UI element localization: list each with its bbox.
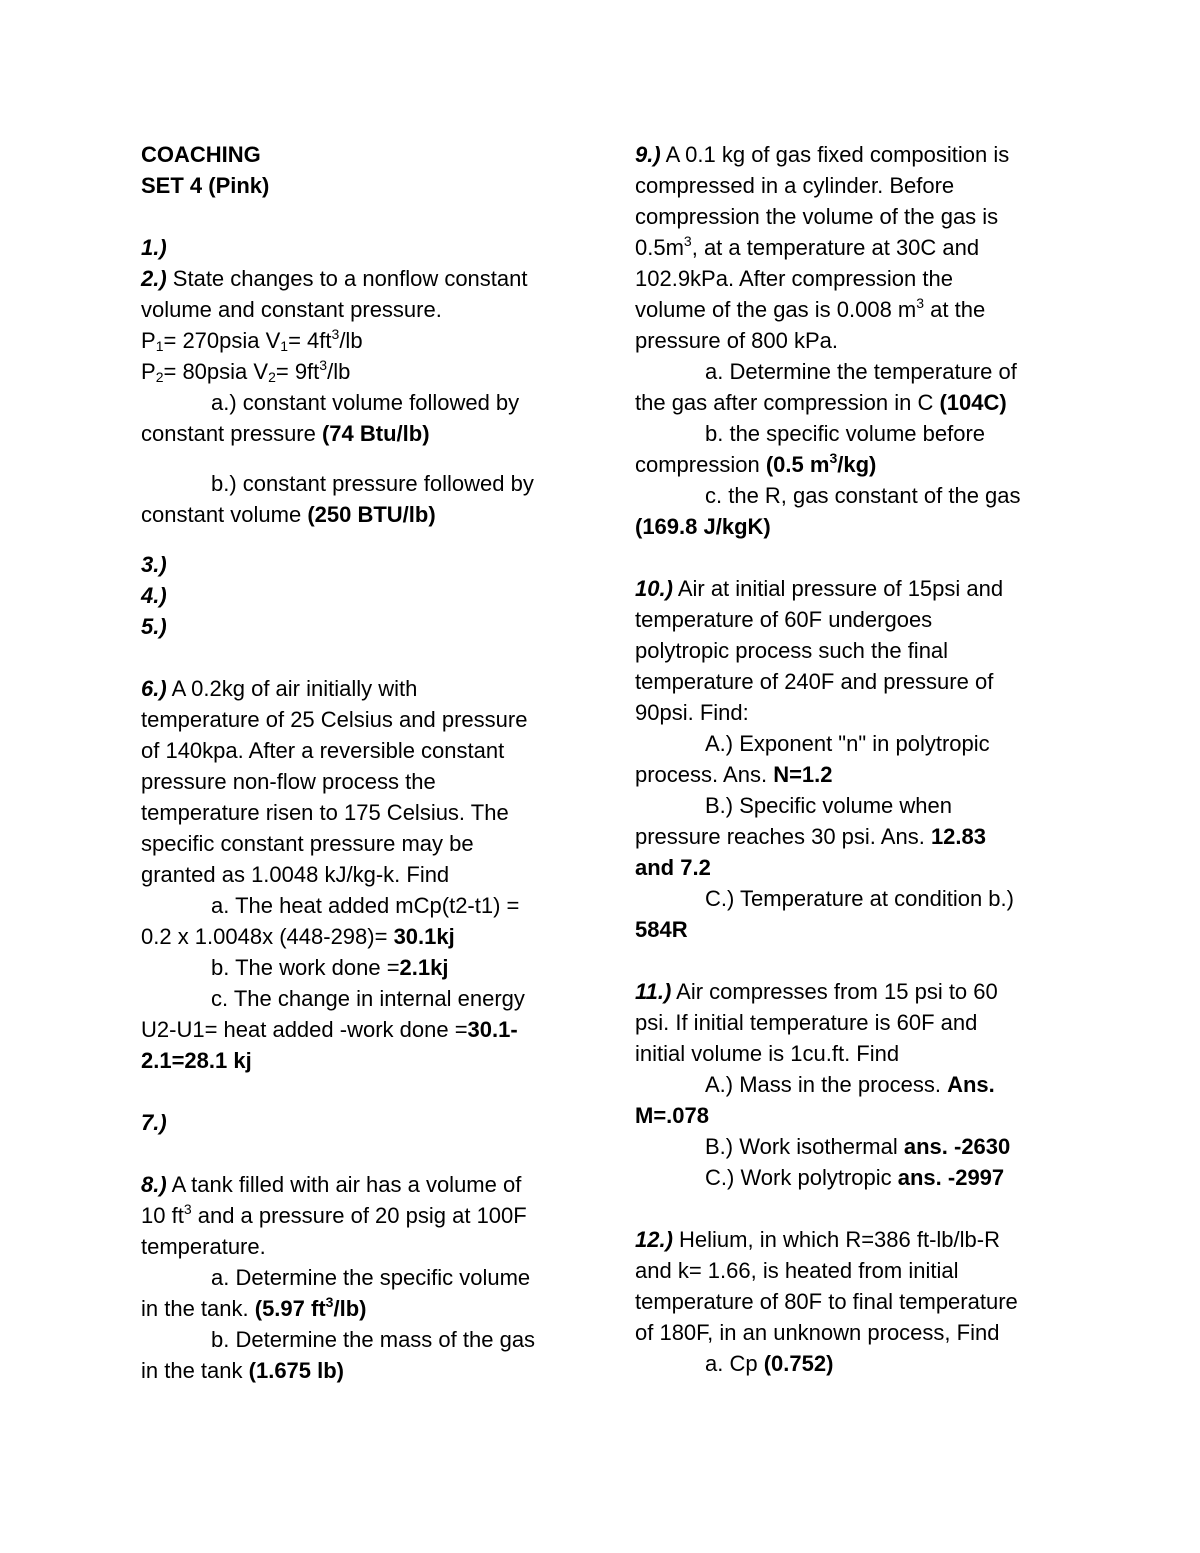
state-2: $P_2=$ 80psia $V_2= 9ft^3/lb$ [141,357,351,385]
question-number: 1.) [141,235,167,260]
question-8: 8.) A tank filled with air has a volume of 10 $ft^3$ and a pressure of 20 psig at 100F temperature. a. Determine the specific volume in the tank. (5.97 $ft^3/lb$) b. Determine the mass of the gas in the tank (1.675 lb) [141,1169,571,1386]
sub-question-b: B.) Specific volume when [705,793,952,818]
set-label: SET 4 (Pink) [141,173,270,198]
question-10: 10.) Air at initial pressure of 15psi and temperature of 60F undergoes polytropic process such the final temperature of 240F and pressure of 90psi. Find: A.) Exponent "n" in polytropic process. Ans. N=1.2 B.) Specific volume when pressure reaches 30 psi. Ans. 12.83 and 7.2 C.) Temperature at condition b.) 584R [635,573,1065,945]
sub-question-b: B.) Work isothermal ans. -2630 [705,1134,1011,1159]
sub-question-b: b. Determine the mass of the gas [211,1327,536,1352]
question-2: 2.) State changes to a nonflow constant volume and constant pressure. $P_1=$ 270psia $V_1= 4ft^3/lb$ $P_2=$ 80psia $V_2= 9ft^3/lb$ a.) constant volume followed by constant pressure (74 Btu/lb) b.) constant pressure followed by constant volume (250 BTU/lb) [141,263,571,530]
sub-question-b: b. The work done =2.1kj [211,955,449,980]
answer: 30.1- [467,1017,518,1042]
question-number: 10.) [635,576,673,601]
answer: ans. -2997 [897,1165,1005,1190]
answer: (0.752) [763,1351,834,1376]
state-1: $P_1=$ 270psia $V_1= 4ft^3/lb$ [141,326,363,354]
sub-question-a: a. Determine the specific volume [211,1265,531,1290]
answer: (169.8 J/kgK) [635,514,771,539]
sub-question-b: b.) constant pressure followed by [211,471,534,496]
question-7: 7.) [141,1110,167,1135]
question-number: 12.) [635,1227,673,1252]
right-column [635,139,1065,1379]
sub-question-c: c. The change in internal energy [211,986,525,1011]
sub-question-a: a. Determine the temperature of [705,359,1017,384]
answer: (5.97 $ft^3/lb$) [254,1294,367,1321]
answer: 12.83 [930,824,986,849]
left-column [141,139,571,1386]
sub-question-a: a. Cp (0.752) [705,1351,834,1376]
question-number: 2.) [141,266,167,291]
answer: 30.1kj [393,924,455,949]
question-1 [141,232,571,263]
sub-question-a: A.) Mass in the process. Ans. [705,1072,995,1097]
sub-question-a: a. The heat added mCp(t2-t1) = [211,893,520,918]
answer: (0.5 $m^3/kg$) [765,450,877,477]
answer: (250 BTU/lb) [307,502,436,527]
answer: 584R [635,917,688,942]
sub-question-c: C.) Work polytropic ans. -2997 [705,1165,1005,1190]
question-number: 8.) [141,1172,167,1197]
sub-question-c: c. the R, gas constant of the gas [705,483,1021,508]
doc-title: COACHING [141,142,261,167]
answer: (104C) [939,390,1007,415]
question-12: 12.) Helium, in which R=386 ft-lb/lb-R and k= 1.66, is heated from initial temperature of 80F to final temperature of 180F, in an unknown process, Find a. Cp (0.752) [635,1224,1065,1379]
answer: 2.1kj [399,955,449,980]
question-6: 6.) A 0.2kg of air initially with temperature of 25 Celsius and pressure of 140kpa. After a reversible constant pressure non-flow process the temperature risen to 175 Celsius. The specific constant pressure may be granted as 1.0048 kJ/kg-k. Find a. The heat added mCp(t2-t1) = 0.2 x 1.0048x (448-298)= 30.1kj b. The work done =2.1kj c. The change in internal energy U2-U1= heat added -work done =30.1- 2.1=28.1 kj [141,673,571,1076]
question-number: 6.) [141,676,167,701]
question-5: 5.) [141,614,167,639]
answer: and 7.2 [635,855,711,880]
question-text: State changes to a nonflow constant [166,266,528,291]
answer: ans. -2630 [903,1134,1011,1159]
answer: N=1.2 [773,762,833,787]
question-11: 11.) Air compresses from 15 psi to 60 psi. If initial temperature is 60F and initial volume is 1cu.ft. Find A.) Mass in the process. Ans. M=.078 B.) Work isothermal ans. -2630 C.) Work polytropic ans. -2997 [635,976,1065,1193]
question-number: 9.) [635,142,661,167]
question-text: volume and constant pressure. [141,297,442,322]
question-number: 11.) [635,979,672,1004]
sub-question-a: a.) constant volume followed by [211,390,520,415]
question-3: 3.) [141,552,167,577]
answer: (1.675 lb) [248,1358,345,1383]
question-4: 4.) [141,583,167,608]
sub-question-b: b. the specific volume before [705,421,986,446]
sub-question-c: C.) Temperature at condition b.) [705,886,1014,911]
sub-question-a: A.) Exponent "n" in polytropic [705,731,990,756]
question-9: 9.) A 0.1 kg of gas fixed composition is compressed in a cylinder. Before compression the volume of the gas is $0.5m^3$, at a temperature at 30C and 102.9kPa. After compression the volume of the gas is 0.008 $m^3$ at the pressure of 800 kPa. a. Determine the temperature of the gas after compression in C (104C) b. the specific volume before compression (0.5 $m^3/kg$) c. the R, gas constant of the gas (169.8 J/kgK) [635,139,1065,542]
answer: M=.078 [635,1103,709,1128]
answer: Ans. [947,1072,995,1097]
answer: 2.1=28.1 kj [141,1048,252,1073]
answer: (74 Btu/lb) [321,421,430,446]
